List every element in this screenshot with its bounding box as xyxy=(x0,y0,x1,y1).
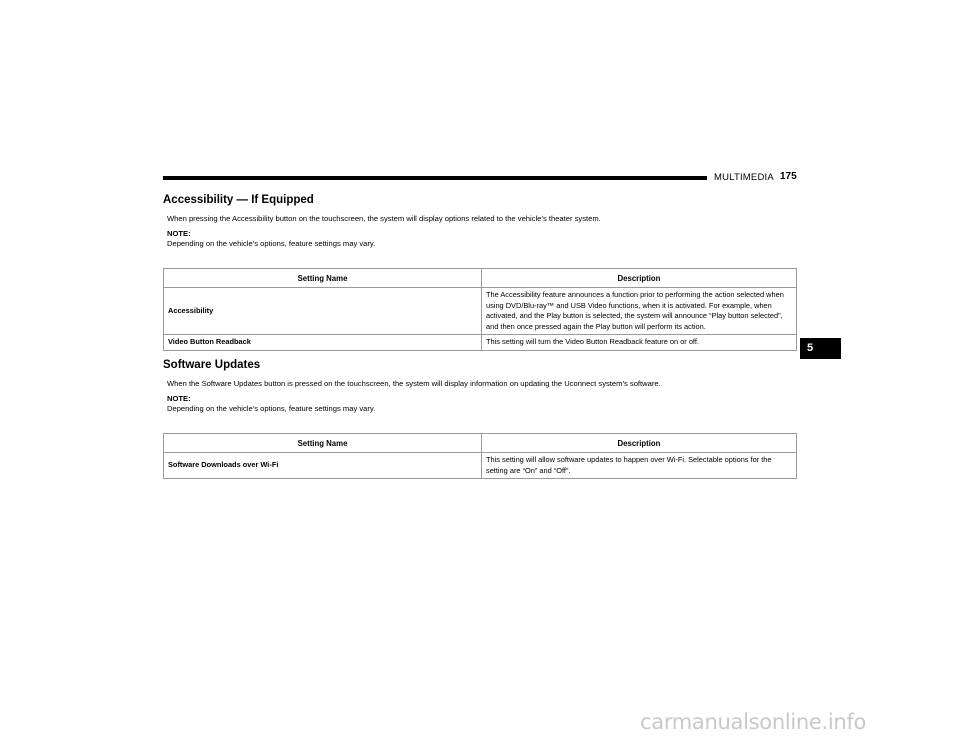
setting-description-cell: This setting will allow software updates to happen over Wi-Fi. Selectable options for the setting are “On” and “Off”. xyxy=(482,453,797,479)
table-row xyxy=(164,288,797,335)
setting-description-cell: This setting will turn the Video Button Readback feature on or off. xyxy=(482,335,797,351)
setting-description-cell: The Accessibility feature announces a function prior to performing the action selected when using DVD/Blu-ray™ and USB Video functions, when it is activated. For example, when activated, and the Play button is selected, the system will announce “Play button selected”, and then once pressed again the Play button will perform its action. xyxy=(482,288,797,335)
note-label: NOTE: xyxy=(167,229,191,238)
section-title-accessibility: Accessibility — If Equipped xyxy=(163,194,314,206)
table-row xyxy=(164,453,797,479)
setting-name-cell: Video Button Readback xyxy=(164,335,482,351)
section-intro-accessibility: When pressing the Accessibility button on the touchscreen, the system will display options related to the vehicle’s theater system. xyxy=(167,214,601,223)
column-header-description: Description xyxy=(482,269,797,288)
column-header-setting-name: Setting Name xyxy=(164,269,482,288)
column-header-setting-name: Setting Name xyxy=(164,434,482,453)
software-updates-settings-table xyxy=(163,433,797,479)
section-intro-software-updates: When the Software Updates button is pressed on the touchscreen, the system will display information on updating the Uconnect system’s software. xyxy=(167,379,661,388)
accessibility-settings-table xyxy=(163,268,797,351)
table-header-row xyxy=(164,434,797,453)
note-text: Depending on the vehicle’s options, feature settings may vary. xyxy=(167,404,376,413)
column-header-description: Description xyxy=(482,434,797,453)
setting-name-cell: Accessibility xyxy=(164,288,482,335)
page-number: 175 xyxy=(780,171,797,182)
watermark: carmanualsonline.info xyxy=(640,710,867,734)
table-row xyxy=(164,335,797,351)
chapter-tab: 5 xyxy=(800,338,841,359)
table-header-row xyxy=(164,269,797,288)
setting-name-cell: Software Downloads over Wi-Fi xyxy=(164,453,482,479)
header-section-title: MULTIMEDIA xyxy=(714,172,774,183)
header-rule xyxy=(163,176,707,180)
note-label: NOTE: xyxy=(167,394,191,403)
section-title-software-updates: Software Updates xyxy=(163,359,261,371)
note-text: Depending on the vehicle’s options, feature settings may vary. xyxy=(167,239,376,248)
